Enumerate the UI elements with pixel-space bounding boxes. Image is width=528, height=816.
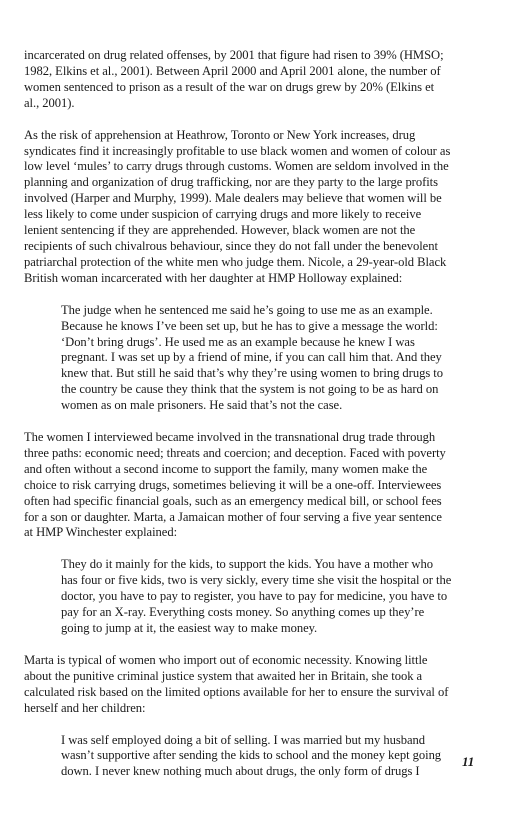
text-line: 1982, Elkins et al., 2001). Between April 2000 and April 2001 alone, the number of (24, 63, 441, 78)
paragraph-gap (24, 637, 480, 653)
paragraph-gap (24, 717, 480, 733)
paragraph-1 (24, 48, 480, 112)
text-line: As the risk of apprehension at Heathrow, Toronto or New York increases, drug (24, 127, 416, 142)
quote-line: wasn’t supportive after sending the kids to school and the money kept going (61, 748, 442, 763)
text-line: about the punitive criminal justice system that awaited her in Britain, she took a (24, 668, 423, 683)
quote-line: pregnant. I was set up by a friend of mine, if you can call him that. And they (61, 350, 442, 365)
page-number: 11 (462, 754, 475, 769)
text-line: women sentenced to prison as a result of the war on drugs grew by 20% (Elkins et (24, 79, 435, 94)
quote-line: the country be cause they think that the system is not going to be as hard on (61, 382, 439, 397)
quote-line: has four or five kids, two is very sickly, every time she visit the hospital or the (61, 573, 452, 588)
text-line: lenient sentencing if they are apprehended. However, black women are not the (24, 223, 416, 238)
text-line: and often without a second income to support the family, many women make the (24, 461, 428, 476)
quote-line: down. I never knew nothing much about drugs, the only form of drugs I (61, 764, 420, 779)
quote-line: pay for an X-ray. Everything costs money. So anything comes up they’re (61, 605, 425, 620)
text-line: recipients of such chivalrous behaviour, since they do not fall under the benevolent (24, 238, 438, 253)
quote-line: They do it mainly for the kids, to support the kids. You have a mother who (61, 557, 433, 572)
text-line: syndicates find it increasingly profitable to use black women and women of colour as (24, 143, 451, 158)
text-line: low level ‘mules’ to carry drugs through customs. Women are seldom involved in the (24, 159, 449, 174)
text-line: herself and her children: (24, 700, 146, 715)
text-line: involved (Harper and Murphy, 1999). Male dealers may believe that women will be (24, 191, 442, 206)
quote-line: doctor, you have to pay to register, you have to pay for medicine, you have to (61, 589, 448, 604)
quote-line: ‘Don’t bring drugs’. He used me as an example because he knew I was (61, 334, 415, 349)
text-line: choice to risk carrying drugs, sometimes believing it will be a one-off. Interviewees (24, 477, 442, 492)
quote-line: I was self employed doing a bit of selling. I was married but my husband (61, 732, 425, 747)
paragraph-3 (24, 430, 480, 541)
quote-line: knew that. But still he said that’s why they’re using women to bring drugs to (61, 366, 443, 381)
text-line: calculated risk based on the limited options available for her to ensure the survival of (24, 684, 449, 699)
text-line: incarcerated on drug related offenses, by 2001 that figure had risen to 39% (HMSO; (24, 48, 444, 62)
text-line: less likely to come under suspicion of carrying drugs and more likely to receive (24, 207, 422, 222)
block-quote-2 (24, 557, 480, 637)
paragraph-4 (24, 653, 480, 717)
block-quote-3 (24, 733, 480, 781)
paragraph-gap (24, 541, 480, 557)
block-quote-1 (24, 303, 480, 414)
text-line: planning and organization of drug trafficking, nor are they party to the large profits (24, 175, 438, 190)
quote-line: The judge when he sentenced me said he’s going to use me as an example. (61, 302, 433, 317)
quote-line: Because he knows I’ve been set up, but he has to give a message the world: (61, 318, 438, 333)
text-line: for a son or daughter. Marta, a Jamaican mother of four serving a five year sentence (24, 509, 442, 524)
text-line: three paths: economic need; threats and coercion; and deception. Faced with poverty (24, 445, 446, 460)
paragraph-gap (24, 112, 480, 128)
paragraph-gap (24, 414, 480, 430)
text-line: British woman incarcerated with her daughter at HMP Holloway explained: (24, 270, 403, 285)
document-page (24, 48, 480, 780)
text-line: often had specific financial goals, such as an emergency medical bill, or school fees (24, 493, 442, 508)
quote-line: going to jump at it, the easiest way to make money. (61, 621, 318, 635)
text-line: The women I interviewed became involved in the transnational drug trade through (24, 430, 436, 445)
quote-line: women as on male prisoners. He said that’s not the case. (61, 398, 343, 413)
text-line: al., 2001). (24, 95, 75, 110)
text-line: at HMP Winchester explained: (24, 525, 178, 540)
text-line: Marta is typical of women who import out of economic necessity. Knowing little (24, 652, 428, 667)
text-line: patriarchal protection of the white men who judge them. Nicole, a 29-year-old Black (24, 254, 447, 269)
paragraph-2 (24, 128, 480, 287)
paragraph-gap (24, 287, 480, 303)
